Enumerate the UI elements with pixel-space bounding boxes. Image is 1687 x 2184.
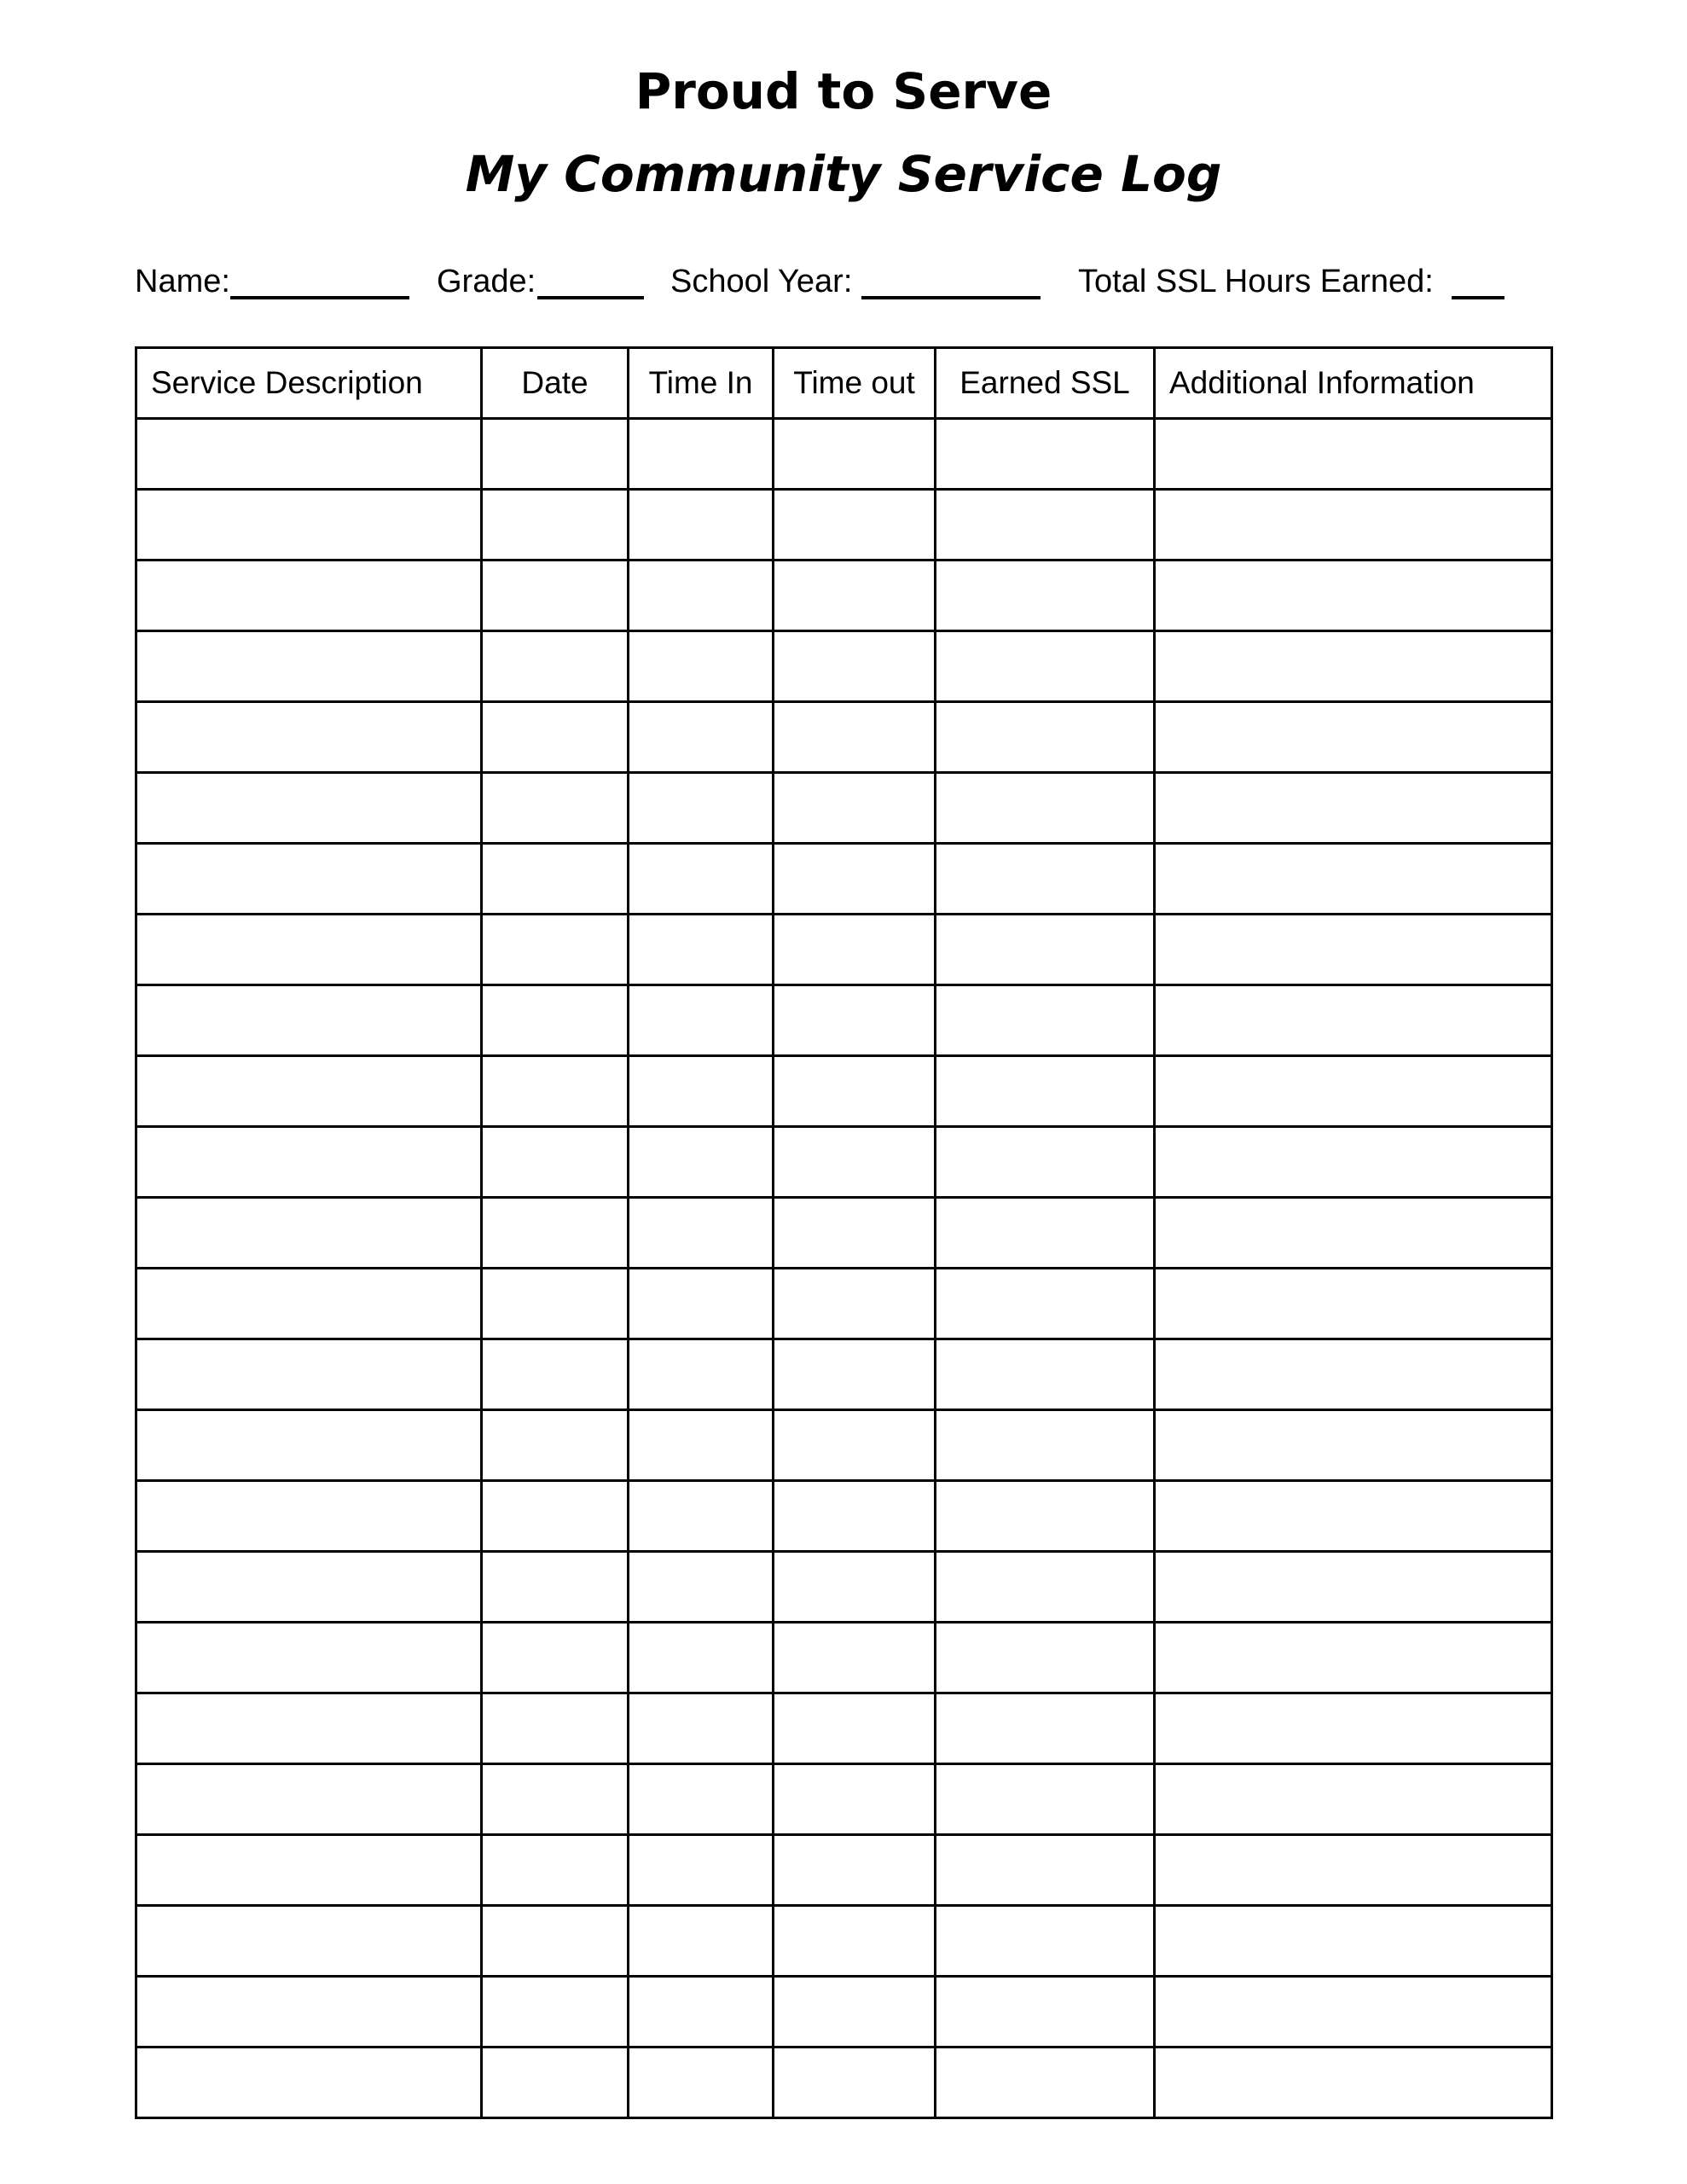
cell-additional-information[interactable] — [1155, 631, 1552, 702]
cell-service-description[interactable] — [136, 1339, 482, 1410]
cell-date[interactable] — [482, 702, 629, 773]
cell-time-out[interactable] — [774, 985, 936, 1056]
cell-date[interactable] — [482, 844, 629, 915]
cell-service-description[interactable] — [136, 1764, 482, 1835]
cell-earned-ssl[interactable] — [936, 1552, 1155, 1623]
cell-earned-ssl[interactable] — [936, 1977, 1155, 2048]
table-row — [136, 1906, 1552, 1977]
total-hours-label: Total SSL Hours Earned: — [1078, 264, 1434, 299]
cell-additional-information[interactable] — [1155, 915, 1552, 985]
cell-time-in[interactable] — [629, 844, 774, 915]
cell-date[interactable] — [482, 1693, 629, 1764]
cell-earned-ssl[interactable] — [936, 2048, 1155, 2118]
cell-earned-ssl[interactable] — [936, 1906, 1155, 1977]
info-fields — [0, 256, 1687, 307]
cell-earned-ssl[interactable] — [936, 1269, 1155, 1339]
cell-date[interactable] — [482, 773, 629, 844]
table-row — [136, 1481, 1552, 1552]
cell-earned-ssl[interactable] — [936, 773, 1155, 844]
cell-time-in[interactable] — [629, 1764, 774, 1835]
cell-date[interactable] — [482, 1127, 629, 1198]
cell-time-in[interactable] — [629, 1339, 774, 1410]
column-header-date: Date — [482, 348, 629, 419]
name-field[interactable] — [135, 256, 230, 307]
cell-time-in[interactable] — [629, 1127, 774, 1198]
cell-earned-ssl[interactable] — [936, 1835, 1155, 1906]
cell-earned-ssl[interactable] — [936, 702, 1155, 773]
table-row — [136, 844, 1552, 915]
cell-date[interactable] — [482, 631, 629, 702]
cell-time-in[interactable] — [629, 1269, 774, 1339]
cell-service-description[interactable] — [136, 1198, 482, 1269]
table-row — [136, 631, 1552, 702]
cell-service-description[interactable] — [136, 1127, 482, 1198]
cell-earned-ssl[interactable] — [936, 1410, 1155, 1481]
cell-service-description[interactable] — [136, 844, 482, 915]
cell-additional-information[interactable] — [1155, 702, 1552, 773]
cell-service-description[interactable] — [136, 1552, 482, 1623]
cell-service-description[interactable] — [136, 915, 482, 985]
cell-time-in[interactable] — [629, 419, 774, 490]
cell-additional-information[interactable] — [1155, 1623, 1552, 1693]
cell-time-out[interactable] — [774, 561, 936, 631]
cell-time-in[interactable] — [629, 2048, 774, 2118]
table-row — [136, 561, 1552, 631]
cell-additional-information[interactable] — [1155, 1127, 1552, 1198]
cell-additional-information[interactable] — [1155, 419, 1552, 490]
cell-time-out[interactable] — [774, 1906, 936, 1977]
table-row — [136, 1269, 1552, 1339]
cell-additional-information[interactable] — [1155, 1835, 1552, 1906]
table-row — [136, 702, 1552, 773]
cell-time-out[interactable] — [774, 1198, 936, 1269]
cell-date[interactable] — [482, 985, 629, 1056]
table-row — [136, 490, 1552, 561]
cell-time-out[interactable] — [774, 1410, 936, 1481]
cell-earned-ssl[interactable] — [936, 915, 1155, 985]
cell-service-description[interactable] — [136, 985, 482, 1056]
cell-time-out[interactable] — [774, 1481, 936, 1552]
cell-additional-information[interactable] — [1155, 561, 1552, 631]
table-row — [136, 419, 1552, 490]
cell-additional-information[interactable] — [1155, 1977, 1552, 2048]
table-row — [136, 1127, 1552, 1198]
table-row — [136, 1623, 1552, 1693]
grade-field[interactable] — [437, 256, 536, 307]
cell-earned-ssl[interactable] — [936, 1127, 1155, 1198]
table-row — [136, 773, 1552, 844]
table-row — [136, 915, 1552, 985]
name-blank-line[interactable] — [230, 296, 409, 299]
cell-earned-ssl[interactable] — [936, 1198, 1155, 1269]
service-log-table — [135, 346, 1553, 2119]
cell-date[interactable] — [482, 1056, 629, 1127]
cell-earned-ssl[interactable] — [936, 631, 1155, 702]
cell-time-out[interactable] — [774, 1269, 936, 1339]
school-year-field[interactable] — [670, 256, 852, 307]
cell-earned-ssl[interactable] — [936, 419, 1155, 490]
cell-time-in[interactable] — [629, 915, 774, 985]
cell-time-out[interactable] — [774, 1623, 936, 1693]
cell-earned-ssl[interactable] — [936, 490, 1155, 561]
page-title: Proud to Serve — [635, 62, 1052, 120]
cell-service-description[interactable] — [136, 1693, 482, 1764]
cell-date[interactable] — [482, 1835, 629, 1906]
table-row — [136, 1977, 1552, 2048]
table-row — [136, 2048, 1552, 2118]
name-label: Name: — [135, 264, 230, 299]
cell-service-description[interactable] — [136, 1269, 482, 1339]
table-row — [136, 985, 1552, 1056]
table-row — [136, 1339, 1552, 1410]
cell-time-in[interactable] — [629, 1198, 774, 1269]
cell-date[interactable] — [482, 1481, 629, 1552]
cell-time-out[interactable] — [774, 844, 936, 915]
cell-time-out[interactable] — [774, 1764, 936, 1835]
grade-label: Grade: — [437, 264, 536, 299]
cell-date[interactable] — [482, 419, 629, 490]
cell-date[interactable] — [482, 915, 629, 985]
cell-additional-information[interactable] — [1155, 844, 1552, 915]
total-hours-blank-line[interactable] — [1452, 296, 1504, 299]
cell-time-in[interactable] — [629, 702, 774, 773]
cell-time-out[interactable] — [774, 915, 936, 985]
cell-time-in[interactable] — [629, 1693, 774, 1764]
cell-service-description[interactable] — [136, 2048, 482, 2118]
cell-time-out[interactable] — [774, 1835, 936, 1906]
cell-service-description[interactable] — [136, 1481, 482, 1552]
column-header-time-out: Time out — [774, 348, 936, 419]
column-header-service-description: Service Description — [136, 348, 482, 419]
cell-time-in[interactable] — [629, 1906, 774, 1977]
cell-additional-information[interactable] — [1155, 1693, 1552, 1764]
cell-date[interactable] — [482, 1623, 629, 1693]
cell-time-in[interactable] — [629, 490, 774, 561]
cell-additional-information[interactable] — [1155, 1552, 1552, 1623]
cell-date[interactable] — [482, 1339, 629, 1410]
cell-time-in[interactable] — [629, 1481, 774, 1552]
cell-earned-ssl[interactable] — [936, 561, 1155, 631]
cell-time-out[interactable] — [774, 419, 936, 490]
cell-time-out[interactable] — [774, 1552, 936, 1623]
cell-time-out[interactable] — [774, 490, 936, 561]
cell-time-out[interactable] — [774, 773, 936, 844]
cell-additional-information[interactable] — [1155, 2048, 1552, 2118]
table-row — [136, 1410, 1552, 1481]
cell-earned-ssl[interactable] — [936, 985, 1155, 1056]
cell-service-description[interactable] — [136, 490, 482, 561]
cell-time-out[interactable] — [774, 1693, 936, 1764]
cell-time-in[interactable] — [629, 631, 774, 702]
cell-earned-ssl[interactable] — [936, 1339, 1155, 1410]
cell-service-description[interactable] — [136, 631, 482, 702]
cell-additional-information[interactable] — [1155, 773, 1552, 844]
cell-time-in[interactable] — [629, 561, 774, 631]
cell-earned-ssl[interactable] — [936, 1056, 1155, 1127]
cell-date[interactable] — [482, 1977, 629, 2048]
table-header-row — [136, 348, 1552, 419]
cell-date[interactable] — [482, 1198, 629, 1269]
cell-additional-information[interactable] — [1155, 1339, 1552, 1410]
cell-time-in[interactable] — [629, 985, 774, 1056]
table-body — [136, 419, 1552, 2118]
cell-service-description[interactable] — [136, 1056, 482, 1127]
total-hours-field[interactable] — [1078, 256, 1434, 307]
cell-date[interactable] — [482, 1764, 629, 1835]
table-row — [136, 1056, 1552, 1127]
cell-service-description[interactable] — [136, 419, 482, 490]
cell-time-in[interactable] — [629, 1552, 774, 1623]
cell-date[interactable] — [482, 2048, 629, 2118]
cell-additional-information[interactable] — [1155, 985, 1552, 1056]
cell-earned-ssl[interactable] — [936, 1481, 1155, 1552]
cell-time-in[interactable] — [629, 1835, 774, 1906]
cell-time-in[interactable] — [629, 1623, 774, 1693]
column-header-additional-information: Additional Information — [1155, 348, 1552, 419]
cell-time-out[interactable] — [774, 1056, 936, 1127]
cell-time-out[interactable] — [774, 702, 936, 773]
cell-date[interactable] — [482, 1906, 629, 1977]
cell-earned-ssl[interactable] — [936, 1693, 1155, 1764]
cell-service-description[interactable] — [136, 773, 482, 844]
cell-date[interactable] — [482, 1269, 629, 1339]
cell-time-in[interactable] — [629, 1410, 774, 1481]
school-year-label: School Year: — [670, 264, 853, 299]
cell-additional-information[interactable] — [1155, 490, 1552, 561]
table-row — [136, 1198, 1552, 1269]
cell-earned-ssl[interactable] — [936, 844, 1155, 915]
column-header-earned-ssl: Earned SSL — [936, 348, 1155, 419]
cell-time-in[interactable] — [629, 1977, 774, 2048]
cell-time-out[interactable] — [774, 1127, 936, 1198]
cell-date[interactable] — [482, 561, 629, 631]
cell-additional-information[interactable] — [1155, 1056, 1552, 1127]
cell-additional-information[interactable] — [1155, 1269, 1552, 1339]
cell-earned-ssl[interactable] — [936, 1623, 1155, 1693]
cell-earned-ssl[interactable] — [936, 1764, 1155, 1835]
grade-blank-line[interactable] — [537, 296, 644, 299]
cell-additional-information[interactable] — [1155, 1906, 1552, 1977]
cell-service-description[interactable] — [136, 1623, 482, 1693]
cell-time-out[interactable] — [774, 631, 936, 702]
cell-time-out[interactable] — [774, 1339, 936, 1410]
cell-date[interactable] — [482, 1552, 629, 1623]
cell-time-in[interactable] — [629, 1056, 774, 1127]
cell-service-description[interactable] — [136, 1835, 482, 1906]
cell-service-description[interactable] — [136, 702, 482, 773]
cell-time-out[interactable] — [774, 1977, 936, 2048]
cell-additional-information[interactable] — [1155, 1410, 1552, 1481]
page-subtitle: My Community Service Log — [465, 145, 1222, 203]
cell-date[interactable] — [482, 1410, 629, 1481]
cell-time-in[interactable] — [629, 773, 774, 844]
school-year-blank-line[interactable] — [861, 296, 1041, 299]
table-row — [136, 1835, 1552, 1906]
cell-additional-information[interactable] — [1155, 1481, 1552, 1552]
cell-service-description[interactable] — [136, 1977, 482, 2048]
cell-date[interactable] — [482, 490, 629, 561]
cell-time-out[interactable] — [774, 2048, 936, 2118]
cell-additional-information[interactable] — [1155, 1764, 1552, 1835]
table-row — [136, 1764, 1552, 1835]
table-row — [136, 1693, 1552, 1764]
cell-service-description[interactable] — [136, 561, 482, 631]
cell-additional-information[interactable] — [1155, 1198, 1552, 1269]
table-row — [136, 1552, 1552, 1623]
cell-service-description[interactable] — [136, 1410, 482, 1481]
column-header-time-in: Time In — [629, 348, 774, 419]
cell-service-description[interactable] — [136, 1906, 482, 1977]
